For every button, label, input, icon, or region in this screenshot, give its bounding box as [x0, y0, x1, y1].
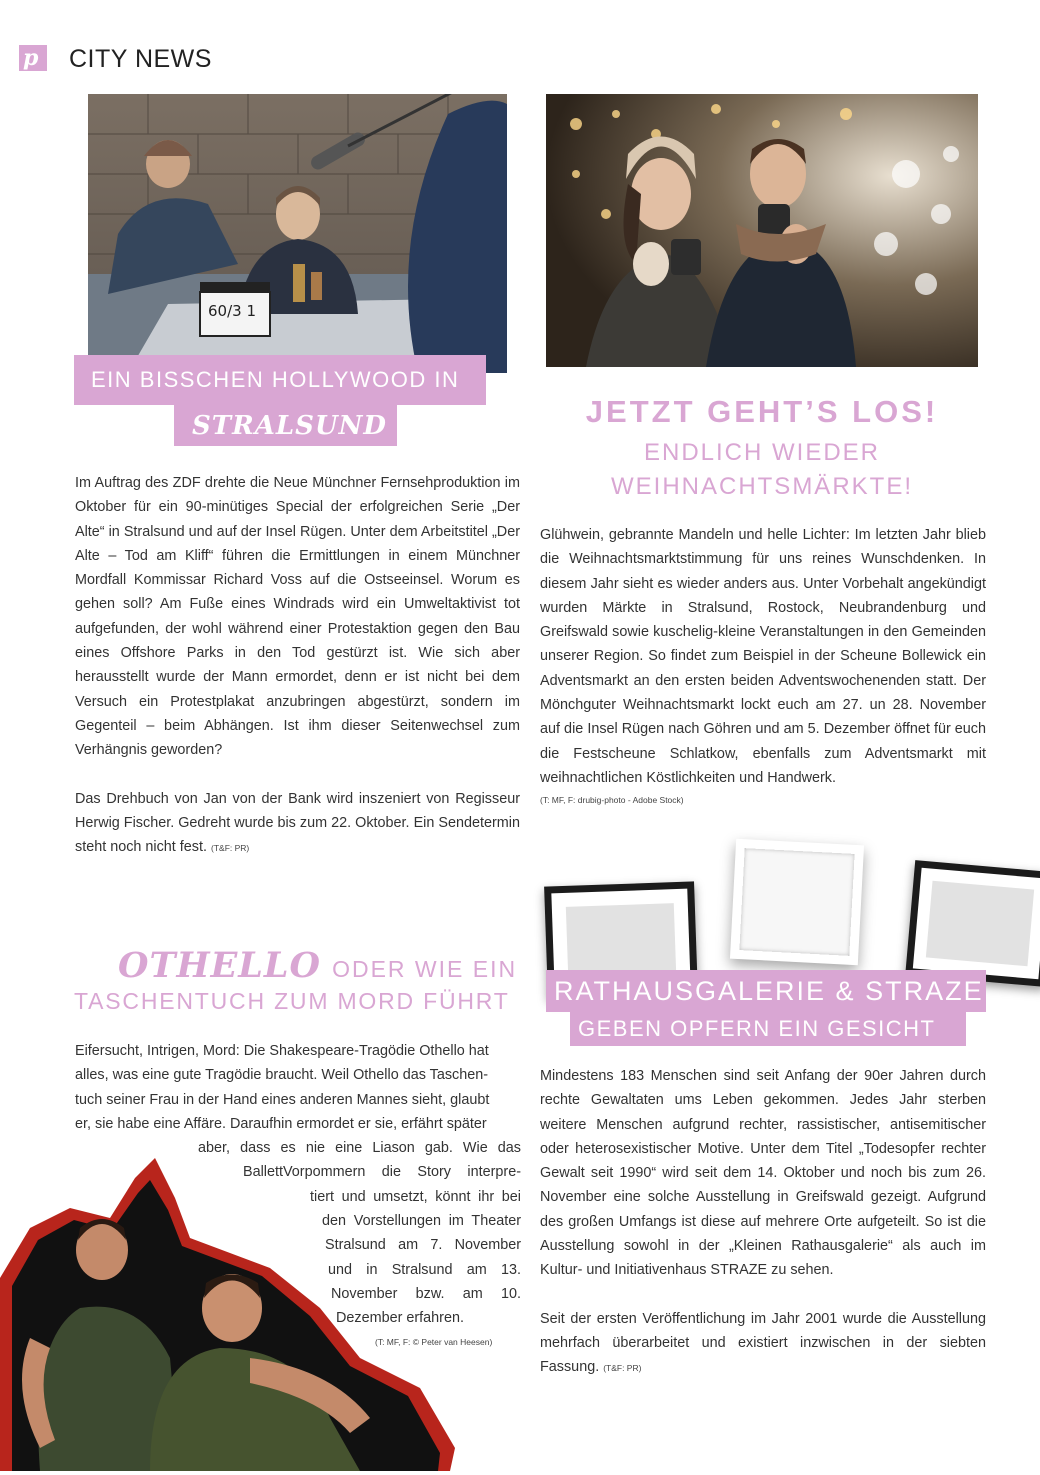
gallery-paragraph-2: [540, 1307, 986, 1381]
hollywood-article-body: [75, 471, 520, 860]
othello-line-full-2: alles, was eine gute Tragödie braucht. Weil Othello das Taschen-: [75, 1067, 489, 1084]
othello-line-full-1: Eifersucht, Intrigen, Mord: Die Shakespeare-Tragödie Othello hat: [75, 1043, 489, 1059]
othello-line-indent-7: November bzw. am 10.: [331, 1285, 521, 1302]
othello-line-indent-4: den Vorstellungen im Theater: [322, 1213, 521, 1230]
frame-mat-right: [913, 868, 1040, 980]
markets-subtitle-line-2: WEIHNACHTSMÄRKTE!: [610, 473, 913, 500]
markets-title-text: JETZT GEHT’S LOS!: [585, 394, 939, 429]
hollywood-paragraph-2: [75, 787, 520, 861]
logo-letter: p: [23, 45, 39, 71]
clapper-text: 60/3 1: [208, 302, 256, 320]
stralsund-script-title: STRALSUND: [192, 411, 387, 441]
markets-title: [546, 392, 978, 432]
gallery-title: RATHAUSGALERIE & STRAZE: [554, 976, 984, 1006]
markets-article-body: [540, 523, 986, 810]
othello-line-indent-1: aber, dass es nie eine Liason gab. Wie das: [198, 1140, 521, 1157]
markets-credit: (T: MF, F: drubig-photo - Adobe Stock): [540, 795, 684, 806]
gallery-credit: (T&F: PR): [603, 1363, 642, 1374]
film-set-photo: [88, 94, 507, 373]
frame-inner-left: [566, 903, 676, 977]
hollywood-paragraph-2-text: Das Drehbuch von Jan von der Bank wird inszeniert von Regisseur Herwig Fischer. Gedreht wurde bis zum 22. Oktober. Ein Sendetermin steht noch nicht fest.: [75, 790, 520, 856]
frame-inner-right: [926, 881, 1034, 967]
markets-subtitle: [546, 436, 978, 504]
othello-line-indent-8: Dezember erfahren.: [336, 1310, 464, 1327]
section-title: CITY NEWS: [69, 45, 212, 73]
picture-frame-right: [905, 860, 1040, 987]
othello-title-line-1: [118, 945, 518, 987]
gallery-article-body: [540, 1064, 986, 1381]
othello-title-line-2: TASCHENTUCH ZUM MORD FÜHRT: [74, 988, 510, 1014]
markets-paragraph: Glühwein, gebrannte Mandeln und helle Lichter: Im letzten Jahr blieb die Weihnachtsmarktstimmung für uns reines Wunschdenken. In diesem Jahr sieht es wieder anders aus. Unter Vorbehalt angekündigt wurden Märkte in Stralsund, Rostock, Neubrandenburg und Greifswald sowie kuschelig-kleine Veranstaltungen in den Gemeinden unserer Region. So findet zum Beispiel in der Scheune Bollewick ein Adventsmarkt an den ersten beiden Adventswochenenden statt. Der Mönchguter Weihnachtsmarkt lockt euch am 27. un 28. November auf die Insel Rügen nach Göhren und am 5. Dezember öffnet für euch die Festscheune Schlatkow, ebenfalls zum Adventsmarkt mit weihnachtlichen Köstlichkeiten und Handwerk.: [540, 527, 986, 786]
christmas-market-photo: [546, 94, 978, 367]
picture-frame-middle: [730, 839, 864, 966]
gallery-subtitle-box: [570, 1012, 966, 1046]
othello-line-indent-2: BallettVorpommern die Story interpre-: [243, 1164, 521, 1181]
othello-line-indent-5: Stralsund am 7. November: [325, 1237, 521, 1254]
othello-line-full-3: tuch seiner Frau in der Hand eines anderen Mannes sieht, glaubt: [75, 1091, 490, 1108]
gallery-title-box: [546, 970, 986, 1012]
gallery-paragraph-2-text: Seit der ersten Veröffentlichung im Jahr 2001 wurde die Ausstellung mehrfach überarbeitet und existiert inzwischen in der siebten Fassung.: [540, 1310, 986, 1376]
othello-article-body: [75, 1039, 521, 1353]
magazine-logo: [19, 45, 47, 71]
hollywood-paragraph-1: Im Auftrag des ZDF drehte die Neue Münchner Fernsehproduktion im Oktober für ein 90-minütiges Special der erfolgreichen Serie „Der Alte“ in Stralsund und auf der Insel Rügen. Unter dem Arbeitstitel „Der Alte – Tod am Kliff“ führen die Ermittlungen in einem Münchner Mordfall Kommissar Richard Voss auf die Ostseeinsel. Worum es gehen soll? Am Fuße eines Windrads wird ein Umweltaktivist tot aufgefunden, der wohl während einer Protestaktion gegen den Bau eines Offshore Parks in den Tod gestürzt ist. Wie sich aber herausstellt wurde der Mann ermordet, denn er ist nicht bei dem Versuch ein Protestplakat anzubringen abgestürzt, sondern im Gegenteil – beim Abhängen. Ist ihm dieser Seitenwechsel zum Verhängnis geworden?: [75, 475, 520, 759]
othello-line-indent-3: tiert und umsetzt, könnt ihr bei: [310, 1188, 521, 1205]
hollywood-credit: (T&F: PR): [211, 843, 250, 854]
othello-credit: (T: MF, F: © Peter van Heesen): [375, 1336, 493, 1347]
markets-subtitle-line-1: ENDLICH WIEDER: [643, 439, 881, 466]
hollywood-title: EIN BISSCHEN HOLLYWOOD IN: [91, 367, 460, 392]
othello-script-title: OTHELLO: [118, 945, 321, 986]
hollywood-title-box: [74, 355, 486, 405]
gallery-paragraph-1: Mindestens 183 Menschen sind seit Anfang der 90er Jahren durch rechte Gewaltaten ums Leben gekommen. Jedes Jahr sterben weitere Menschen aufgrund rechter, rassistischer, antisemitischer oder heterosexistischer Motive. Unter dem Titel „Todesopfer rechter Gewalt seit 1990“ wird seit dem 14. Oktober und noch bis zum 26. November eine solche Ausstellung in Greifswald gezeigt. Aufgrund des großen Umfangs ist diese auf mehrere Orte aufgeteilt. So ist die Ausstellung sowohl in der „Kleinen Rathausgalerie“ als auch im Kultur- und Initiativenhaus STRAZE zu sehen.: [540, 1068, 986, 1279]
othello-title-rest: ODER WIE EIN: [332, 956, 518, 982]
frame-inner-middle: [739, 848, 854, 956]
gallery-subtitle: GEBEN OPFERN EIN GESICHT: [578, 1016, 936, 1041]
stralsund-title-box: [174, 405, 397, 446]
othello-line-full-4: er, sie habe eine Affäre. Daraufhin ermordet er sie, erfährt später: [75, 1115, 487, 1132]
othello-line-indent-6: und in Stralsund am 13.: [328, 1261, 521, 1278]
